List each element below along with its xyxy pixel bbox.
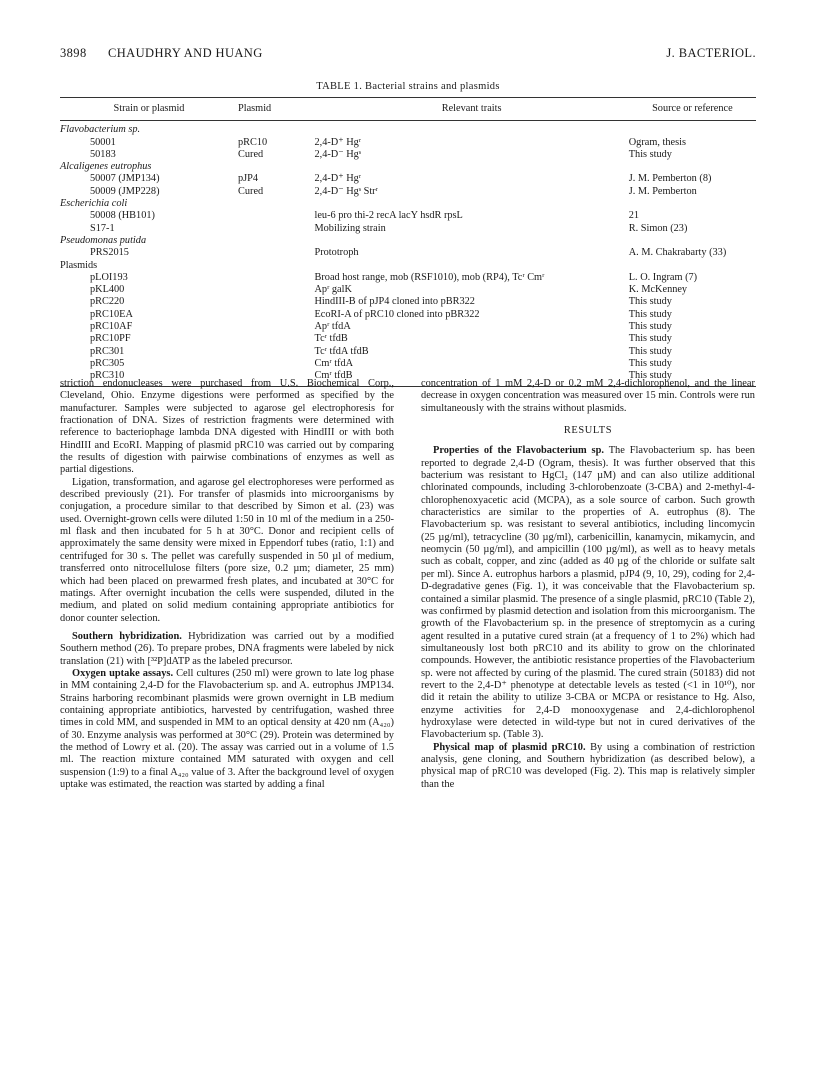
paragraph: Physical map of plasmid pRC10. By using a combination of restriction analysis, gene cloning, and Southern hybridization (as described below), a physical map of pRC10 was developed (Fig. 2). This map is relatively simpler than the <box>421 741 755 790</box>
column-header: Plasmid <box>238 98 314 121</box>
table-cell-source <box>629 198 756 210</box>
running-authors: CHAUDHRY AND HUANG <box>108 46 263 60</box>
table-row <box>60 272 756 284</box>
table-cell-plasmid <box>238 247 314 259</box>
table-cell-traits: HindIII-B of pJP4 cloned into pBR322 <box>314 296 475 308</box>
table-cell-traits: Cmʳ tfdA <box>314 357 354 369</box>
table-cell-name: PRS2015 <box>90 247 129 259</box>
table-cell-name: pKL400 <box>90 284 125 296</box>
table-cell-plasmid <box>238 284 314 296</box>
table-cell-name: S17-1 <box>90 222 115 234</box>
table-cell-source: A. M. Chakrabarty (33) <box>628 247 727 259</box>
table-cell-name: Escherichia coli <box>60 198 128 210</box>
table-cell-name: Plasmids <box>60 259 98 271</box>
table-cell-source: K. McKenney <box>628 284 688 296</box>
page-number: 3898 <box>60 46 87 60</box>
table-cell-name: 50008 (HB101) <box>90 210 155 222</box>
table-row <box>60 346 756 358</box>
section-heading: Physical map of plasmid pRC10. <box>433 741 586 753</box>
table-cell-plasmid <box>238 223 314 235</box>
table-cell-source: 21 <box>628 210 640 222</box>
table-cell-source: This study <box>628 148 672 160</box>
table-cell-plasmid <box>238 260 314 272</box>
table-row <box>60 235 756 247</box>
table-row <box>60 161 756 173</box>
table-cell-name: Pseudomonas putida <box>60 234 147 246</box>
table-cell-traits: Tcʳ tfdA tfdB <box>314 345 369 357</box>
page-header <box>60 46 756 62</box>
table-cell-plasmid: pJP4 <box>238 173 259 185</box>
table-row <box>60 309 756 321</box>
table-cell-name: 50009 (JMP228) <box>90 185 160 197</box>
table-header-row <box>60 98 756 121</box>
table-row <box>60 296 756 308</box>
table-cell-traits: Apʳ tfdA <box>314 321 351 333</box>
table-cell-source <box>629 121 756 137</box>
table-cell-plasmid <box>238 333 314 345</box>
table-row <box>60 173 756 185</box>
table-row <box>60 198 756 210</box>
table-cell-source: This study <box>628 345 672 357</box>
right-text-column <box>421 378 755 791</box>
table-cell-traits: 2,4-D⁻ Hgˢ <box>314 148 362 160</box>
table-cell-name: pRC10PF <box>90 333 131 345</box>
table-cell-name: pRC10EA <box>90 308 133 320</box>
table-cell-source: This study <box>628 296 672 308</box>
table-row <box>60 260 756 272</box>
table-cell-source: This study <box>629 370 756 386</box>
table-cell-traits: Mobilizing strain <box>314 222 386 234</box>
paragraph: striction endonucleases were purchased from U.S. Biochemical Corp., Cleveland, Ohio. Enzyme digestions were performed as specified by the manufacturer. Samples were subjected to agarose gel electrophoresis for fractionation of DNA. Sizes of restriction fragments were determined with reference to bacteriophage lambda DNA digested with HindIII or with both HindIII and EcoRI. Mapping of plasmid pRC10 was carried out by comparing the results of digestion with pairwise combinations of enzymes as well as partial digestions. <box>60 378 394 476</box>
table-cell-name: 50007 (JMP134) <box>90 173 160 185</box>
table-row <box>60 137 756 149</box>
table-cell-traits: Prototroph <box>314 247 359 259</box>
table-cell-name: pRC301 <box>90 345 125 357</box>
table-row <box>60 186 756 198</box>
table-cell-name: 50001 <box>90 136 116 148</box>
paragraph: Ligation, transformation, and agarose gel electrophoreses were performed as described previously (21). For transfer of plasmids into microorganisms by conjugation, a procedure similar to that described by Simon et al. (23) was used. Overnight-grown cells were diluted 1:50 in 10 ml of the medium in a 250-ml flask and then incubated for 5 h at 30°C. Donor and recipient cells of approximately the same density were mixed in Eppendorf tubes (ratio, 1:1) and centrifuged for 30 s. The pellet was carefully suspended in 50 µl of medium, transferred onto nitrocellulose filters (pore size, 0.2 µm; diameter, 25 mm) which had been placed on prewarmed fresh plates, and incubated at 30°C for matings. After overnight incubation the cells were suspended, diluted in the medium, and plated on solid medium containing appropriate antibiotics for donor counter selection. <box>60 476 394 624</box>
table-cell-traits <box>315 235 629 247</box>
journal-name: J. BACTERIOL. <box>666 46 756 60</box>
table-cell-traits: 2,4-D⁺ Hgʳ <box>314 173 362 185</box>
table-cell-traits: 2,4-D⁻ Hgˢ Strʳ <box>314 185 378 197</box>
left-text-column <box>60 378 394 791</box>
table-cell-source: L. O. Ingram (7) <box>628 271 698 283</box>
table-cell-traits: leu-6 pro thi-2 recA lacY hsdR rpsL <box>314 210 463 222</box>
table-cell-name: pRC10AF <box>90 321 133 333</box>
table-row <box>60 247 756 259</box>
paragraph: concentration of 1 mM 2,4-D or 0.2 mM 2,4-dichlorophenol, and the linear decrease in oxygen concentration was measured over 15 min. Controls were run simultaneously with the strains without plasmids. <box>421 378 755 414</box>
table-cell-traits <box>315 161 629 173</box>
table-cell-name: pRC310 <box>60 370 238 386</box>
table-cell-source: This study <box>628 308 672 320</box>
table-cell-name: pRC220 <box>90 296 125 308</box>
table-row <box>60 333 756 345</box>
paragraph: Properties of the Flavobacterium sp. The Flavobacterium sp. has been reported to degrade 2,4-D (Ogram, thesis). It was further observed that this bacterium was resistant to HgCl₂ (147 µM) and can also utilize additional chlorinated compounds, including 3-chlorobenzoate (3-CBA) and 2-methyl-4-chlorophenoxyacetic acid (MCPA), as a sole source of carbon. Such growth characteristics are similar to the properties of A. eutrophus (8). The Flavobacterium sp. was resistant to several antibiotics, including lincomycin (25 µg/ml), tetracycline (30 µg/ml), carbenicillin, kanamycin, mikamycin, and neomycin (50 µg/ml), and ampicillin (100 µg/ml), as well as to heavy metals such as cobalt, copper, and zinc (added as 40 µg of the chloride or sulfate salt per ml). Since A. eutrophus harbors a plasmid, pJP4 (9, 10, 29), coding for 2,4-D-degradative genes (Fig. 1), it was conceivable that the Flavobacterium sp. contained a similar plasmid. The presence of a single plasmid, pRC10 (Table 2), was confirmed by plasmid detection and isolation from this microorganism. The growth of the Flavobacterium sp. in the presence of streptomycin as a curing agent resulted in a putative cured strain (at a frequency of 1 to 2%) which had simultaneously lost both pRC10 and its ability to grow on the chlorinated compounds. However, the antibiotic resistance properties of the Flavobacterium sp. were not affected by curing of the plasmid. The cured strain (50183) did not revert to the 2,4-D⁺ phenotype at detectable levels as tested (<1 in 10¹⁰), nor did it retain the ability to utilize 3-CBA or MCPA or resistance to Hg. Also, enzyme activities for 2,4-D monooxygenase and 2,4-dichlorophenol hydroxylase were detected in wild-type but not in cured derivatives of the Flavobacterium sp. (Table 3). <box>421 445 756 741</box>
table-cell-source <box>629 161 756 173</box>
table-row <box>60 121 756 137</box>
table-cell-source: This study <box>628 321 672 333</box>
table-cell-name: Flavobacterium sp. <box>60 124 141 136</box>
table-cell-traits: Apʳ galK <box>314 284 352 296</box>
section-heading: Properties of the Flavobacterium sp. <box>433 445 604 457</box>
table-cell-plasmid <box>238 235 314 247</box>
table-cell-plasmid: pRC10 <box>238 136 268 148</box>
column-header: Relevant traits <box>315 98 629 121</box>
table-row <box>60 210 756 222</box>
table-cell-traits <box>315 260 629 272</box>
table-cell-source: J. M. Pemberton (8) <box>628 173 712 185</box>
table-cell-traits <box>315 121 629 137</box>
table-cell-plasmid: Cured <box>238 148 264 160</box>
table-cell-traits: Broad host range, mob (RSF1010), mob (RP4), Tcʳ Cmʳ <box>314 271 545 283</box>
table-cell-source: Ogram, thesis <box>628 136 686 148</box>
table-cell-plasmid <box>238 198 314 210</box>
table-cell-name: Alcaligenes eutrophus <box>60 161 152 173</box>
results-heading: RESULTS <box>563 425 613 437</box>
table-cell-plasmid <box>238 321 314 333</box>
section-heading: Southern hybridization. <box>72 630 182 642</box>
table-cell-plasmid <box>238 309 314 321</box>
table-cell-source: This study <box>628 357 672 369</box>
table-cell-plasmid <box>238 296 314 308</box>
table-row <box>60 284 756 296</box>
strains-table <box>60 97 756 387</box>
column-header: Source or reference <box>629 98 756 121</box>
section-heading: Oxygen uptake assays. <box>72 667 174 679</box>
table-cell-plasmid <box>238 272 314 284</box>
table-cell-plasmid <box>238 346 314 358</box>
table-cell-plasmid <box>238 121 314 137</box>
table-cell-traits: Cmʳ tfdB <box>315 370 629 386</box>
table-cell-plasmid: Cured <box>238 185 264 197</box>
table-row <box>60 149 756 161</box>
table-cell-source: J. M. Pemberton <box>628 185 697 197</box>
table-row <box>60 321 756 333</box>
table-caption: TABLE 1. Bacterial strains and plasmids <box>316 81 500 92</box>
paragraph: Oxygen uptake assays. Cell cultures (250 ml) were grown to late log phase in MM containing 2,4-D for the Flavobacterium sp. and A. eutrophus JMP134. Strains harboring recombinant plasmids were grown overnight in LB medium containing appropriate antibiotics, harvested by centrifugation, washed three times in cold MM, and suspended in MM to an optical density at 420 nm (A₄₂₀) of 30. Enzyme analysis was performed at 30°C (29). Protein was determined by the method of Lowry et al. (20). The assay was carried out in a volume of 1.5 ml. The reaction mixture contained MM saturated with oxygen and cell suspension (1:9) to a final A₄₂₀ value of 3. After the background level of oxygen uptake was estimated, the reaction was started by adding a final <box>60 667 394 790</box>
table-cell-source: This study <box>628 333 672 345</box>
table-cell-traits <box>315 198 629 210</box>
table-cell-name: pRC305 <box>90 357 125 369</box>
table-cell-traits: EcoRI-A of pRC10 cloned into pBR322 <box>314 308 480 320</box>
paragraph: Southern hybridization. Hybridization was carried out by a modified Southern method (26). To prepare probes, DNA fragments were labeled by nick translation (21) with [³²P]dATP as the labeled precursor. <box>60 630 394 667</box>
table-cell-plasmid <box>238 161 314 173</box>
table-cell-name: pLOI193 <box>90 271 128 283</box>
table-row <box>60 358 756 370</box>
table-cell-source <box>629 260 756 272</box>
table-cell-traits: 2,4-D⁺ Hgʳ <box>314 136 362 148</box>
table-row <box>60 223 756 235</box>
column-header: Strain or plasmid <box>60 98 238 121</box>
table-cell-plasmid <box>238 210 314 222</box>
table-cell-traits: Tcʳ tfdB <box>314 333 348 345</box>
table-cell-plasmid <box>238 358 314 370</box>
table-cell-source <box>629 235 756 247</box>
table-cell-name: 50183 <box>90 148 116 160</box>
table-cell-source: R. Simon (23) <box>628 222 688 234</box>
